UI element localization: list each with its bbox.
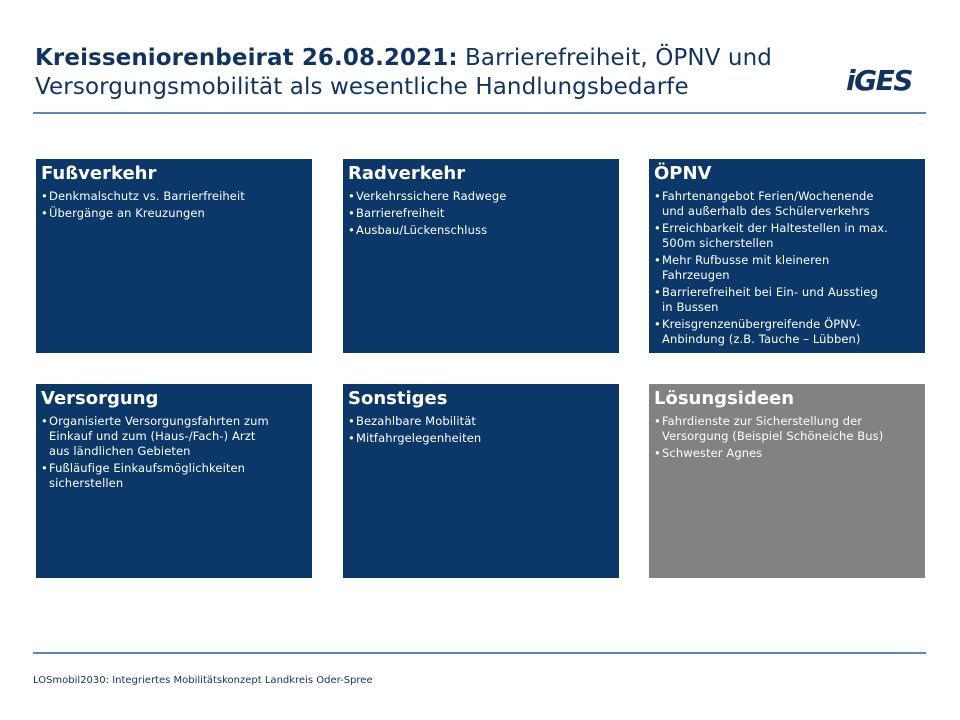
topic-box-item: • Erreichbarkeit der Haltestellen in max. 500m sicherstellen (654, 221, 920, 251)
topic-box-list (654, 189, 920, 347)
topic-box-versorgung (36, 384, 312, 578)
topic-box-list (348, 414, 614, 446)
topic-box-item: • Schwester Agnes (654, 446, 920, 461)
topic-box-item: • Ausbau/Lückenschluss (348, 223, 614, 238)
topic-box-title: Lösungsideen (654, 388, 795, 409)
topic-box-item: • Fußläufige Einkaufsmöglichkeiten sicherstellen (41, 461, 307, 491)
topic-box-item: • Übergänge an Kreuzungen (41, 206, 307, 221)
top-divider (33, 112, 926, 114)
slide-title-bold: Kreisseniorenbeirat 26.08.2021: (35, 45, 458, 71)
topic-box-title: ÖPNV (654, 163, 712, 184)
slide-title-rest: Barrierefreiheit, ÖPNV und Versorgungsmobilität als wesentliche Handlungsbedarfe (35, 45, 772, 100)
topic-box-list (348, 189, 614, 238)
topic-box-item: • Barrierefreiheit bei Ein- und Ausstieg in Bussen (654, 285, 920, 315)
topic-box-list (41, 414, 307, 491)
topic-box-item: • Kreisgrenzenübergreifende ÖPNV- Anbindung (z.B. Tauche – Lübben) (654, 317, 920, 347)
topic-box-title: Radverkehr (348, 163, 466, 184)
topic-box-radverkehr (343, 159, 619, 353)
topic-box-item: • Mehr Rufbusse mit kleineren Fahrzeugen (654, 253, 920, 283)
topic-box-item: • Barrierefreiheit (348, 206, 614, 221)
topic-box-title: Fußverkehr (41, 163, 157, 184)
topic-box-sonstiges (343, 384, 619, 578)
topic-box-loesungsideen (649, 384, 925, 578)
footer-text: LOSmobil2030: Integriertes Mobilitätskonzept Landkreis Oder-Spree (33, 675, 373, 686)
topic-box-item: • Verkehrssichere Radwege (348, 189, 614, 204)
topic-box-title: Sonstiges (348, 388, 448, 409)
topic-box-oepnv (649, 159, 925, 353)
topic-box-list (654, 414, 920, 461)
topic-box-list (41, 189, 307, 221)
topic-box-item: • Mitfahrgelegenheiten (348, 431, 614, 446)
topic-box-item: • Fahrtenangebot Ferien/Wochenende und außerhalb des Schülerverkehrs (654, 189, 920, 219)
topic-box-item: • Denkmalschutz vs. Barrierfreiheit (41, 189, 307, 204)
slide-title (35, 44, 835, 102)
topic-box-title: Versorgung (41, 388, 159, 409)
topic-box-item: • Organisierte Versorgungsfahrten zum Einkauf und zum (Haus-/Fach-) Arzt aus ländlichen Gebieten (41, 414, 307, 459)
topic-box-fussverkehr (36, 159, 312, 353)
bottom-divider (33, 652, 926, 654)
topic-box-item: • Bezahlbare Mobilität (348, 414, 614, 429)
topic-box-item: • Fahrdienste zur Sicherstellung der Versorgung (Beispiel Schöneiche Bus) (654, 414, 920, 444)
iges-logo: iGES (846, 64, 912, 97)
